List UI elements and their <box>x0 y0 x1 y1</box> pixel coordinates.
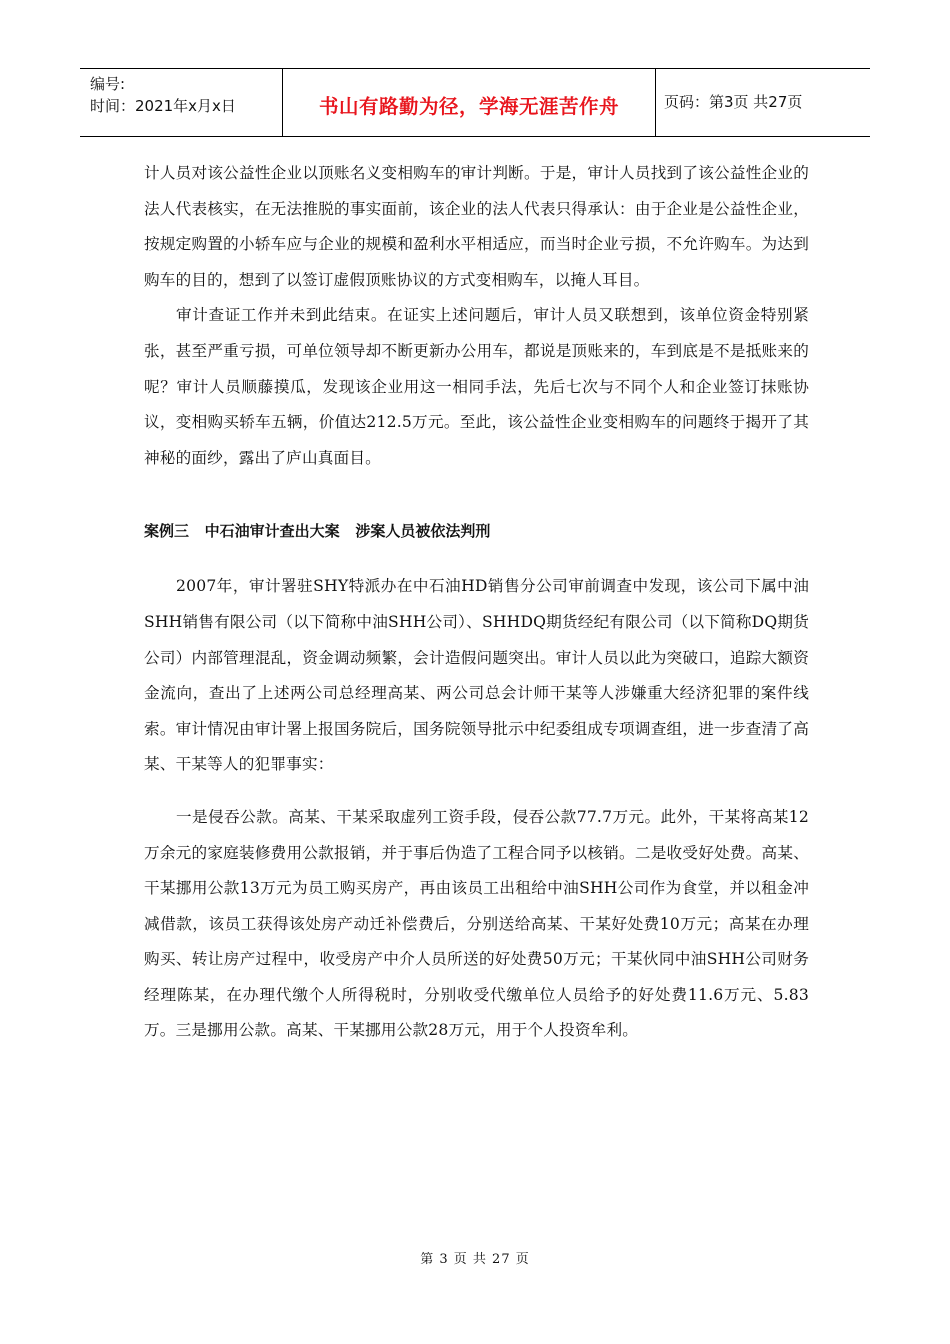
body-paragraph: 一是侵吞公款。高某、干某采取虚列工资手段，侵吞公款77.7万元。此外，干某将高某12万余元的家庭装修费用公款报销，并于事后伪造了工程合同予以核销。二是收受好处费。高某、干某挪用公款13万元为员工购买房产，再由该员工出租给中油SHH公司作为食堂，并以租金冲减借款，该员工获得该处房产动迁补偿费后，分别送给高某、干某好处费10万元；高某在办理购买、转让房产过程中，收受房产中介人员所送的好处费50万元；干某伙同中油SHH公司财务经理陈某，在办理代缴个人所得税时，分别收受代缴单位人员给予的好处费11.6万元、5.83万。三是挪用公款。高某、干某挪用公款28万元，用于个人投资牟利。 <box>144 807 809 1040</box>
document-date: 时间：2021年x月x日 <box>90 97 236 115</box>
header-motto-cell <box>282 69 656 136</box>
body-paragraph: 计人员对该公益性企业以顶账名义变相购车的审计判断。于是，审计人员找到了该公益性企业的法人代表核实，在无法推脱的事实面前，该企业的法人代表只得承认：由于企业是公益性企业，按规定购置的小轿车应与企业的规模和盈利水平相适应，而当时企业亏损，不允许购车。为达到购车的目的，想到了以签订虚假顶账协议的方式变相购车，以掩人耳目。 <box>144 164 809 289</box>
header-motto: 书山有路勤为径，学海无涯苦作舟 <box>318 94 619 118</box>
header-meta <box>80 69 282 136</box>
body-paragraph: 2007年，审计署驻SHY特派办在中石油HD销售分公司审前调查中发现，该公司下属中油SHH销售有限公司（以下简称中油SHH公司）、SHHDQ期货经纪有限公司（以下简称DQ期货公司）内部管理混乱，资金调动频繁，会计造假问题突出。审计人员以此为突破口，追踪大额资金流向，查出了上述两公司总经理高某、两公司总会计师干某等人涉嫌重大经济犯罪的案件线索。审计情况由审计署上报国务院后，国务院领导批示中纪委组成专项调查组，进一步查清了高某、干某等人的犯罪事实： <box>144 577 809 774</box>
page-footer: 第 3 页 共 27 页 <box>420 1252 530 1267</box>
body-paragraph: 审计查证工作并未到此结束。在证实上述问题后，审计人员又联想到，该单位资金特别紧张，甚至严重亏损，可单位领导却不断更新办公用车，都说是顶账来的，车到底是不是抵账来的呢？审计人员顺藤摸瓜，发现该企业用这一相同手法，先后七次与不同个人和企业签订抹账协议，变相购买轿车五辆，价值达212.5万元。至此，该公益性企业变相购车的问题终于揭开了其神秘的面纱，露出了庐山真面目。 <box>144 306 809 467</box>
document-header <box>80 68 870 137</box>
document-number-label: 编号: <box>90 75 126 93</box>
document-body <box>144 156 809 1049</box>
section-heading: 案例三 中石油审计查出大案 涉案人员被依法判刑 <box>144 522 491 541</box>
header-page-info: 页码：第3页 共27页 <box>664 93 803 111</box>
